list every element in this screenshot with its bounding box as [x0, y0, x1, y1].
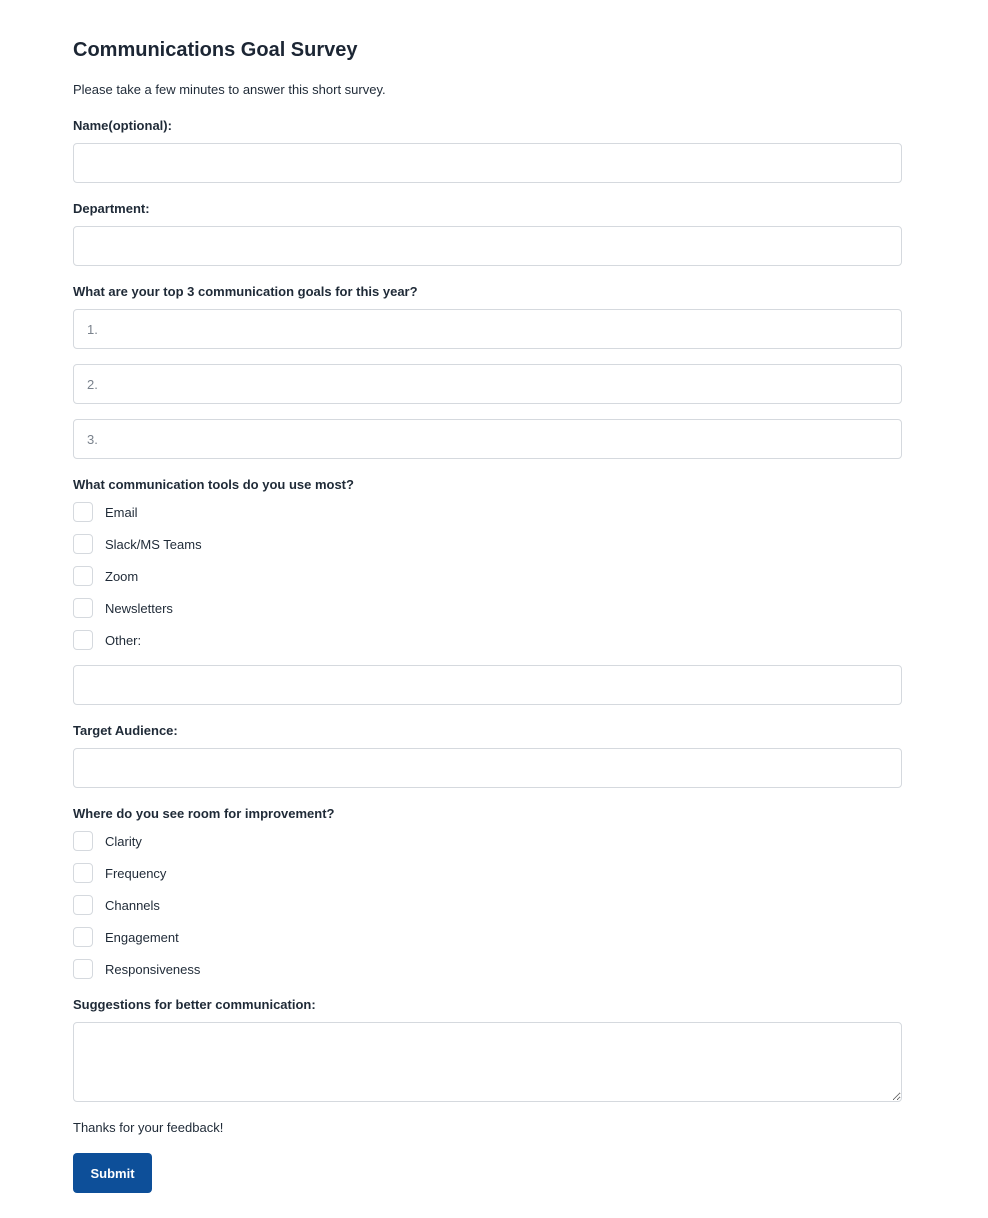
frequency-checkbox[interactable] — [73, 863, 93, 883]
other-tool-input[interactable] — [73, 665, 902, 705]
improvement-option-label: Frequency — [105, 865, 167, 881]
zoom-checkbox[interactable] — [73, 566, 93, 586]
page-title: Communications Goal Survey — [73, 39, 358, 61]
tools-label: What communication tools do you use most? — [73, 477, 354, 492]
submit-button[interactable]: Submit — [73, 1153, 152, 1193]
name-input[interactable] — [73, 143, 902, 183]
suggestions-label: Suggestions for better communication: — [73, 997, 316, 1012]
audience-input[interactable] — [73, 748, 902, 788]
improvement-option-clarity[interactable] — [73, 831, 142, 851]
improvement-label: Where do you see room for improvement? — [73, 806, 335, 821]
name-label: Name(optional): — [73, 118, 172, 133]
clarity-checkbox[interactable] — [73, 831, 93, 851]
improvement-option-responsiveness[interactable] — [73, 959, 200, 979]
email-checkbox[interactable] — [73, 502, 93, 522]
tool-option-other[interactable] — [73, 630, 141, 650]
tool-option-label: Newsletters — [105, 600, 173, 616]
goal-input-1[interactable] — [73, 309, 902, 349]
improvement-option-engagement[interactable] — [73, 927, 179, 947]
department-input[interactable] — [73, 226, 902, 266]
newsletters-checkbox[interactable] — [73, 598, 93, 618]
improvement-option-frequency[interactable] — [73, 863, 166, 883]
tool-option-label: Email — [105, 504, 138, 520]
improvement-option-channels[interactable] — [73, 895, 160, 915]
tool-option-label: Slack/MS Teams — [105, 536, 202, 552]
tool-option-zoom[interactable] — [73, 566, 138, 586]
thanks-message: Thanks for your feedback! — [73, 1120, 224, 1135]
improvement-option-label: Clarity — [105, 833, 142, 849]
goal-input-3[interactable] — [73, 419, 902, 459]
tool-option-label: Other: — [105, 632, 142, 648]
tool-option-label: Zoom — [105, 568, 139, 584]
tool-option-slack-teams[interactable] — [73, 534, 202, 554]
department-label: Department: — [73, 201, 150, 216]
suggestions-textarea[interactable] — [73, 1022, 902, 1102]
audience-label: Target Audience: — [73, 723, 178, 738]
other-checkbox[interactable] — [73, 630, 93, 650]
slack-teams-checkbox[interactable] — [73, 534, 93, 554]
improvement-option-label: Channels — [105, 897, 160, 913]
engagement-checkbox[interactable] — [73, 927, 93, 947]
goal-input-2[interactable] — [73, 364, 902, 404]
goals-label: What are your top 3 communication goals for this year? — [73, 284, 418, 299]
tool-option-email[interactable] — [73, 502, 138, 522]
improvement-option-label: Engagement — [105, 929, 179, 945]
responsiveness-checkbox[interactable] — [73, 959, 93, 979]
channels-checkbox[interactable] — [73, 895, 93, 915]
improvement-option-label: Responsiveness — [105, 961, 201, 977]
tool-option-newsletters[interactable] — [73, 598, 173, 618]
survey-intro: Please take a few minutes to answer this short survey. — [73, 82, 386, 97]
